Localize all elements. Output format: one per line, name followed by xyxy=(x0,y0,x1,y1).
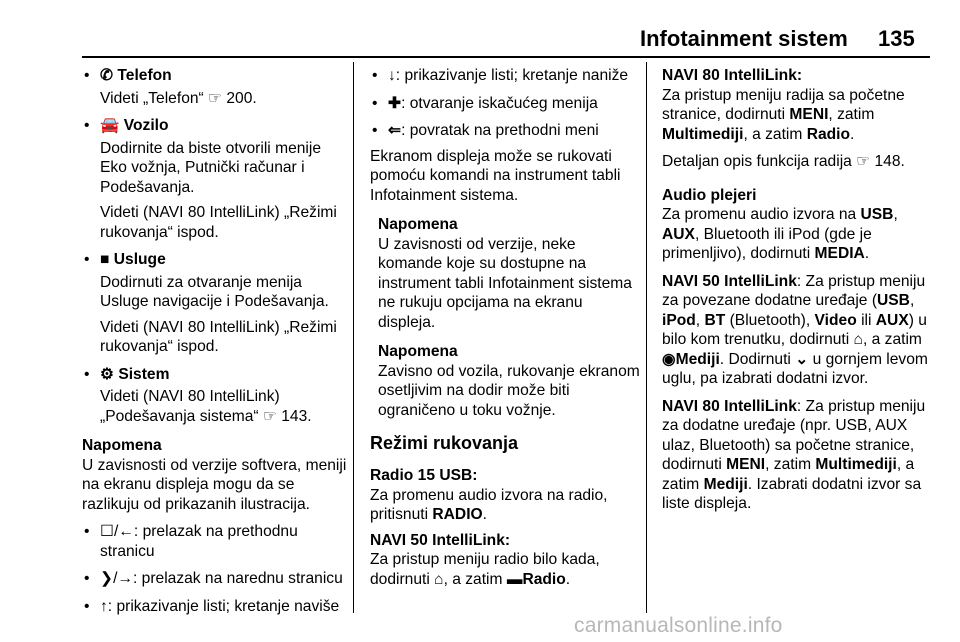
phone-title: Telefon xyxy=(117,67,172,84)
n50-c1: , xyxy=(909,292,915,309)
page-number: 135 xyxy=(878,26,915,51)
n50-b: NAVI 50 IntelliLink xyxy=(662,272,797,290)
audio-b2: AUX xyxy=(662,225,695,243)
radio-icon: ▬ xyxy=(506,570,523,588)
column-3 xyxy=(662,66,934,514)
watermark: carmanualsonline.info xyxy=(574,614,783,637)
n80-c2: , a zatim xyxy=(662,456,915,493)
n50-c2: , xyxy=(695,311,705,329)
system-title: Sistem xyxy=(118,365,170,383)
bullet-prev: • ☐/←: prelazak na prethodnu stranicu xyxy=(82,522,347,561)
radio15-bold: RADIO xyxy=(432,506,483,523)
chevron-down-icon: ⌄ xyxy=(795,350,809,368)
audio-e: . xyxy=(864,245,870,262)
n80-c1: , zatim xyxy=(765,456,816,473)
note2-text: Zavisno od vozila, rukovanje ekranom osetljivim na dodir može biti ograničeno u toku vožnje. xyxy=(378,362,640,419)
note2-title: Napomena xyxy=(378,343,458,360)
services-title: Usluge xyxy=(113,251,166,268)
n50-c5: ) u bilo kom trenutku, dodirnuti xyxy=(662,311,927,348)
column-divider-1 xyxy=(353,62,354,613)
n50-c3: (Bluetooth), xyxy=(725,311,815,329)
popup-text: : otvaranje iskačućeg menija xyxy=(401,94,598,112)
navi50-text xyxy=(370,550,640,589)
n50-c4: ili xyxy=(856,311,876,329)
bullet-phone xyxy=(82,66,347,86)
gear-icon: ⚙ xyxy=(100,365,114,383)
page-header-title: Infotainment sistem xyxy=(640,26,848,51)
navi50-bold: Radio xyxy=(522,570,566,588)
n80-c3: . Izabrati dodatni izvor sa liste displeja. xyxy=(662,475,922,512)
column-divider-2 xyxy=(646,62,647,613)
n80-text xyxy=(662,397,934,514)
note1-title: Napomena xyxy=(378,216,458,233)
plus-icon: ✚ xyxy=(388,94,402,112)
services-text: Dodirnuti za otvaranje menija Usluge navigacije i Podešavanja. xyxy=(100,273,329,310)
media-icon: ◉ xyxy=(662,350,676,368)
n50-usb: USB xyxy=(877,292,910,309)
n50-c8: u gornjem levom uglu, pa izabrati dodatni izvor. xyxy=(662,350,928,387)
note-title: Napomena xyxy=(82,437,162,454)
note-text: U zavisnosti od verzije softvera, meniji na ekranu displeja mogu da se razlikuju od prikazanih ilustracija. xyxy=(82,456,347,513)
navi80-c: , zatim xyxy=(828,106,875,123)
n50-text xyxy=(662,272,934,389)
bullet-down: • ↓: prikazivanje listi; kretanje naniže xyxy=(370,66,640,86)
phone-text: Videti „Telefon“ ☞ 200. xyxy=(100,89,257,107)
n80-mediji: Mediji xyxy=(703,475,748,493)
navi50-text-b: , a zatim xyxy=(443,570,507,588)
n50-c7: . Dodirnuti xyxy=(719,350,796,368)
home-icon: ⌂ xyxy=(434,570,444,588)
navi80-text xyxy=(662,86,934,145)
navi80-b3: Radio xyxy=(806,125,851,143)
audio-b3: MEDIA xyxy=(814,245,865,262)
navi80-e: . xyxy=(850,125,855,143)
audio-text xyxy=(662,205,934,264)
radio15-text-b: . xyxy=(482,506,487,523)
n80-multi: Multimediji xyxy=(815,456,897,473)
back-arrow-icon: ⇐ xyxy=(388,122,402,139)
section-heading: Režimi rukovanja xyxy=(370,433,519,453)
n50-bt: BT xyxy=(704,311,726,329)
vehicle-text-2: Videti (NAVI 80 IntelliLink) „Režimi rukovanja“ ispod. xyxy=(100,204,337,241)
header-rule xyxy=(82,56,930,58)
n50-a: : Za pristup meniju za povezane dodatne uređaje ( xyxy=(662,272,926,309)
intro-text: Ekranom displeja može se rukovati pomoću komandi na instrument tabli Infotainment sistema. xyxy=(370,147,621,204)
n50-ipod: iPod xyxy=(662,311,696,329)
navi80-b1: MENI xyxy=(789,106,829,123)
audio-b1: USB xyxy=(860,206,894,223)
system-text: Videti (NAVI 80 IntelliLink) „Podešavanja sistema“ ☞ 143. xyxy=(100,388,312,425)
navi80-b2: Multimediji xyxy=(662,125,744,143)
bullet-popup xyxy=(370,94,640,114)
column-2 xyxy=(370,66,640,589)
home-icon: ⌂ xyxy=(853,331,863,348)
audio-title: Audio plejeri xyxy=(662,186,757,204)
phone-icon: ✆ xyxy=(100,67,114,84)
n80-meni: MENI xyxy=(726,456,766,473)
navi50-text-a: Za pristup meniju radio bilo kada, dodirnuti xyxy=(370,551,600,588)
audio-c: , xyxy=(893,206,898,223)
vehicle-title: Vozilo xyxy=(123,117,169,134)
n50-video: Video xyxy=(814,311,857,329)
vehicle-text: Dodirnite da biste otvorili menije Eko vožnja, Putnički računar i Podešavanja. xyxy=(100,139,322,196)
bullet-up: • ↑: prikazivanje listi; kretanje naviše xyxy=(82,597,347,617)
navi50-title: NAVI 50 IntelliLink: xyxy=(370,531,511,549)
briefcase-icon: ■ xyxy=(100,251,110,268)
back-text: : povratak na prethodni meni xyxy=(401,122,599,139)
car-icon: 🚘 xyxy=(100,117,120,134)
navi80-d: , a zatim xyxy=(743,125,807,143)
navi50-text-c: . xyxy=(565,570,571,588)
bullet-back xyxy=(370,121,640,141)
bullet-next: • ❯/→: prelazak na narednu stranicu xyxy=(82,569,347,589)
n80-b: NAVI 80 IntelliLink xyxy=(662,397,797,415)
n50-c6: , a zatim xyxy=(862,331,922,348)
n50-aux: AUX xyxy=(875,311,909,329)
audio-d: , Bluetooth ili iPod (gde je primenljivo), dodirnuti xyxy=(662,225,872,262)
navi80-a: Za pristup meniju radija sa početne stranice, dodirnuti xyxy=(662,86,905,123)
column-1 xyxy=(82,66,347,616)
radio15-text-a: Za promenu audio izvora na radio, pritisnuti xyxy=(370,486,608,523)
navi80-title: NAVI 80 IntelliLink: xyxy=(662,67,803,84)
detail-text: Detaljan opis funkcija radija ☞ 148. xyxy=(662,153,905,170)
radio15-title: Radio 15 USB: xyxy=(370,467,478,484)
audio-a: Za promenu audio izvora na xyxy=(662,206,861,223)
n80-a: : Za pristup meniju za dodatne uređaje (npr. USB, AUX ulaz, Bluetooth) sa početne stranice, dodirnuti xyxy=(662,397,926,473)
radio15-text xyxy=(370,486,640,525)
bullet-services xyxy=(82,250,347,270)
bullet-vehicle xyxy=(82,116,347,136)
services-text-2: Videti (NAVI 80 IntelliLink) „Režimi rukovanja“ ispod. xyxy=(100,318,337,355)
n50-mediji: Mediji xyxy=(675,350,720,368)
bullet-system xyxy=(82,365,347,385)
note1-text: U zavisnosti od verzije, neke komande koje su dostupne na instrument tabli Infotainment sistema ne rukuju opcijama na ekranu displeja. xyxy=(378,235,632,331)
